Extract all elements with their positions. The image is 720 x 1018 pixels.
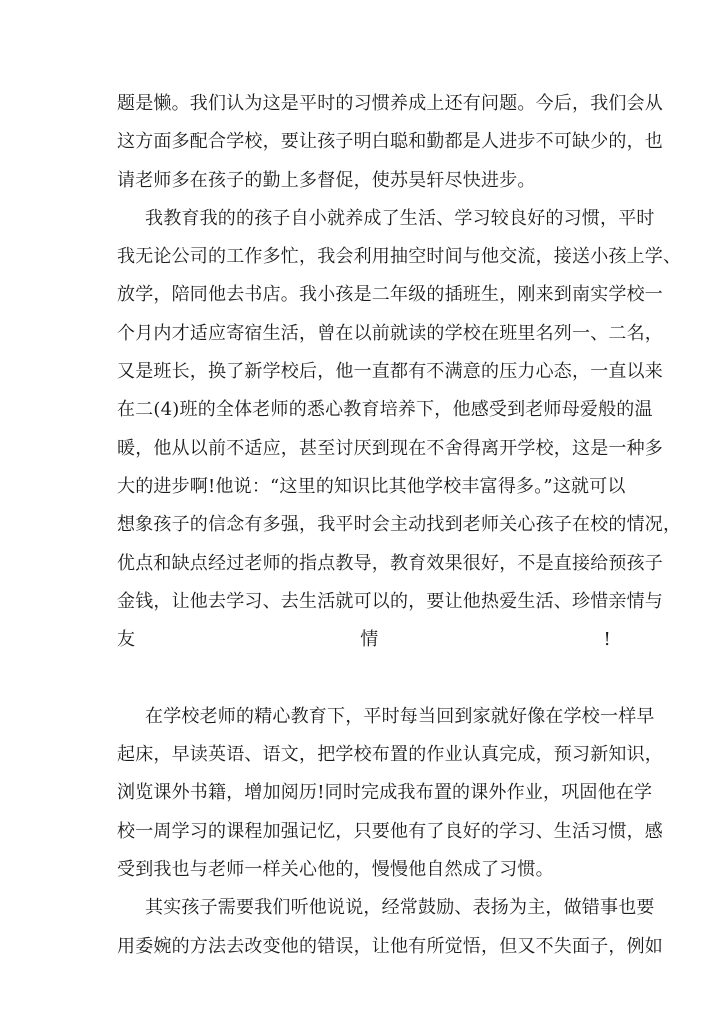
paragraph [117, 698, 663, 889]
text-line [117, 659, 611, 697]
paragraph [117, 889, 663, 966]
text-line: 友情! [117, 629, 611, 651]
text-line: 起床，早读英语、语文，把学校布置的作业认真完成，预习新知识， [117, 744, 663, 766]
text-line: 受到我也与老师一样关心他的，慢慢他自然成了习惯。 [117, 858, 554, 880]
text-line: 请老师多在孩子的勤上多督促，使苏昊轩尽快进步。 [117, 169, 536, 191]
text-line: 暖，他从以前不适应，甚至讨厌到现在不舍得离开学校，这是一种多 [117, 437, 663, 459]
text-line: 优点和缺点经过老师的指点教导，教育效果很好，不是直接给预孩子 [117, 552, 663, 574]
text-line: 在二(4)班的全体老师的悉心教育培养下，他感受到老师母爱般的温 [117, 399, 653, 421]
text-line: 大的进步啊!他说：“这里的知识比其他学校丰富得多。”这就可以 [117, 475, 626, 497]
text-line: 我教育我的的孩子自小就养成了生活、学习较良好的习惯，平时 [145, 207, 655, 229]
text-line: 想象孩子的信念有多强，我平时会主动找到老师关心孩子在校的情况， [117, 514, 682, 536]
text-line: 个月内才适应寄宿生活，曾在以前就读的学校在班里名列一、二名， [117, 322, 663, 344]
paragraph [117, 200, 682, 698]
document-body [117, 85, 682, 966]
text-line: 金钱，让他去学习、去生活就可以的，要让他热爱生活、珍惜亲情与 [117, 590, 663, 612]
text-line: 其实孩子需要我们听他说说，经常鼓励、表扬为主，做错事也要 [145, 897, 655, 919]
paragraph [117, 85, 663, 200]
text-line: 用委婉的方法去改变他的错误，让他有所觉悟，但又不失面子，例如 [117, 935, 663, 957]
text-line: 在学校老师的精心教育下，平时每当回到家就好像在学校一样早 [145, 705, 655, 727]
text-line: 校一周学习的课程加强记忆，只要他有了良好的学习、生活习惯，感 [117, 820, 663, 842]
text-line: 又是班长，换了新学校后，他一直都有不满意的压力心态，一直以来 [117, 361, 663, 383]
text-line: 我无论公司的工作多忙，我会利用抽空时间与他交流，接送小孩上学、 [117, 246, 682, 268]
text-line: 放学，陪同他去书店。我小孩是二年级的插班生，刚来到南实学校一 [117, 284, 663, 306]
text-line: 题是懒。我们认为这是平时的习惯养成上还有问题。今后，我们会从 [117, 93, 663, 114]
text-line: 浏览课外书籍，增加阅历!同时完成我布置的课外作业，巩固他在学 [117, 782, 653, 804]
text-line: 这方面多配合学校，要让孩子明白聪和勤都是人进步不可缺少的，也 [117, 131, 663, 153]
